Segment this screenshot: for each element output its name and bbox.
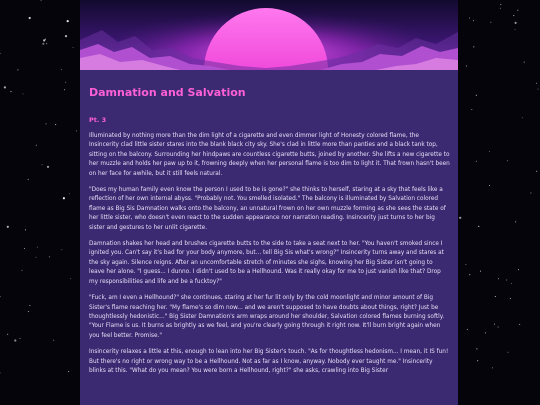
star-dot [55, 124, 56, 125]
star-dot [538, 89, 539, 90]
star-dot [65, 82, 66, 83]
star-dot [519, 324, 520, 325]
star-dot [466, 66, 467, 67]
star-dot [473, 20, 474, 21]
star-dot [498, 278, 499, 279]
star-dot [476, 161, 477, 162]
star-dot [36, 145, 37, 146]
star-dot [490, 22, 491, 23]
star-dot [511, 283, 512, 284]
star-dot [25, 229, 26, 230]
star-dot [480, 271, 481, 272]
star-dot [45, 39, 46, 40]
part-label: Pt. 3 [89, 116, 107, 124]
star-dot [465, 264, 466, 265]
star-dot [63, 197, 65, 199]
story-paragraph: "Does my human family even know the person I used to be is gone?" she thinks to herself, staring at a sky that feels like a reflection of her own internal abyss. "Probably not. You smelled isolated." The balcony is illuminated by Salvation colored flame as Big Sis Damnation walks onto the balcony, an unnatural frown on her own muzzle forming as she sees the state of her little sister, who doesn't even react to the sudden appearance nor narration reading. Insincerity just turns to her big sister and gestures to her unlit cigarette. [89, 187, 446, 231]
star-dot [4, 86, 6, 88]
star-dot [42, 164, 43, 165]
star-dot [0, 53, 1, 54]
star-dot [76, 130, 77, 131]
star-dot [7, 226, 9, 228]
star-dot [0, 372, 1, 373]
star-dot [29, 17, 31, 19]
story-paragraph: Insincerity relaxes a little at this, enough to lean into her Big Sister's touch. "As for thoughtless hedonism... I mean, it IS fun! But there's no right or wrong way to be a Hellhound. Not as far as I know, anyway. Nobody ever taught me." Insincerity blinks at this. "What do you mean? You were born a Hellhound, right?" she asks, crawling into Big Sister [89, 349, 449, 374]
star-dot [515, 29, 516, 30]
star-dot [510, 298, 511, 299]
star-dot [522, 117, 523, 118]
star-dot [70, 278, 71, 279]
star-dot [459, 217, 461, 219]
star-dot [20, 338, 21, 339]
star-dot [476, 95, 477, 96]
star-dot [64, 89, 65, 90]
star-dot [11, 91, 12, 92]
story-title: Damnation and Salvation [89, 86, 246, 99]
star-dot [41, 0, 42, 1]
star-dot [471, 109, 472, 110]
star-dot [68, 371, 69, 372]
star-dot [469, 274, 470, 275]
star-dot [530, 193, 531, 194]
star-dot [517, 10, 518, 11]
star-dot [473, 46, 474, 47]
story-content [80, 70, 458, 376]
star-dot [536, 171, 537, 172]
star-dot [515, 22, 517, 24]
star-dot [47, 166, 49, 168]
star-dot [7, 334, 8, 335]
star-dot [69, 193, 70, 194]
star-dot [513, 15, 514, 16]
story-paragraph: Damnation shakes her head and brushes cigarette butts to the side to take a seat next to her. "You haven't smoked since I ignited you. Can't say it's bad for your body anymore, but... tell Big Sis what's wrong?" Insincerity turns away and stares at the sky again. Silence reigns. After an uncomfortable stretch of minutes she sighs, knowing her Big Sister isn't going to leave her alone. "I guess... I dunno. I didn't used to be a Hellhound. Was it really okay for me to just vanish like that? Drop my responsibilities and life and be a fucktoy?" [89, 241, 444, 285]
star-dot [515, 221, 516, 222]
star-dot [43, 39, 45, 41]
star-dot [28, 311, 29, 312]
star-dot [46, 123, 47, 124]
star-dot [518, 269, 519, 270]
star-dot [24, 248, 25, 249]
star-dot [536, 83, 537, 84]
star-dot [29, 305, 30, 306]
synthwave-sunset-banner [80, 0, 458, 70]
star-dot [477, 360, 478, 361]
star-dot [506, 280, 507, 281]
star-dot [73, 47, 74, 48]
star-dot [61, 69, 62, 70]
star-dot [469, 18, 470, 19]
star-dot [476, 348, 477, 349]
star-dot [467, 329, 468, 330]
star-dot [498, 327, 499, 328]
star-dot [37, 247, 38, 248]
star-dot [42, 43, 44, 45]
story-page [80, 0, 458, 405]
star-dot [17, 69, 18, 70]
star-dot [14, 339, 16, 341]
star-dot [489, 151, 490, 152]
star-dot [485, 332, 486, 333]
star-dot [489, 185, 490, 186]
star-dot [524, 62, 525, 63]
story-paragraph: "Fuck, am I even a Hellhound?" she continues, staring at her fur lit only by the cold moonlight and minor amount of Big Sister's flame reaching her. "My flame's so dim now... and we aren't supposed to have doubts about things, right? Just be thoughtlessly hedonistic..." Big Sister Damnation's arm wraps around her shoulder, Salvation colored flames burning softly. "Your Flame is us. It burns as brightly as we feel, and you're clearly going through it right now. It'll burn bright again when you feel better. Promise." [89, 295, 445, 339]
star-dot [500, 8, 501, 9]
star-dot [508, 352, 509, 353]
star-dot [36, 257, 37, 258]
star-dot [478, 226, 479, 227]
star-dot [494, 324, 495, 325]
star-dot [28, 179, 29, 180]
story-paragraph: Illuminated by nothing more than the dim light of a cigarette and even dimmer light of Honesty colored flame, the Insincerity clad little sister stares into the blank black city sky. She's clad in little more than panties and a black tank top, sitting on the balcony. Surrounding her hindpaws are countless cigarette butts, joined by another. She lifts a new cigarette to her muzzle and holds her paw up to it, frowning deeply when her personal flame is too dim to light it. That frown hasn't been on her face for awhile, but it still feels natural. [89, 133, 450, 177]
star-dot [67, 20, 69, 22]
star-dot [495, 296, 496, 297]
star-dot [65, 35, 67, 37]
star-dot [23, 93, 24, 94]
star-dot [500, 4, 501, 5]
star-dot [22, 270, 23, 271]
star-dot [46, 43, 47, 44]
star-dot [507, 160, 508, 161]
star-dot [53, 340, 54, 341]
star-dot [0, 296, 1, 297]
star-dot [492, 367, 493, 368]
star-dot [49, 256, 50, 257]
star-dot [61, 249, 62, 250]
